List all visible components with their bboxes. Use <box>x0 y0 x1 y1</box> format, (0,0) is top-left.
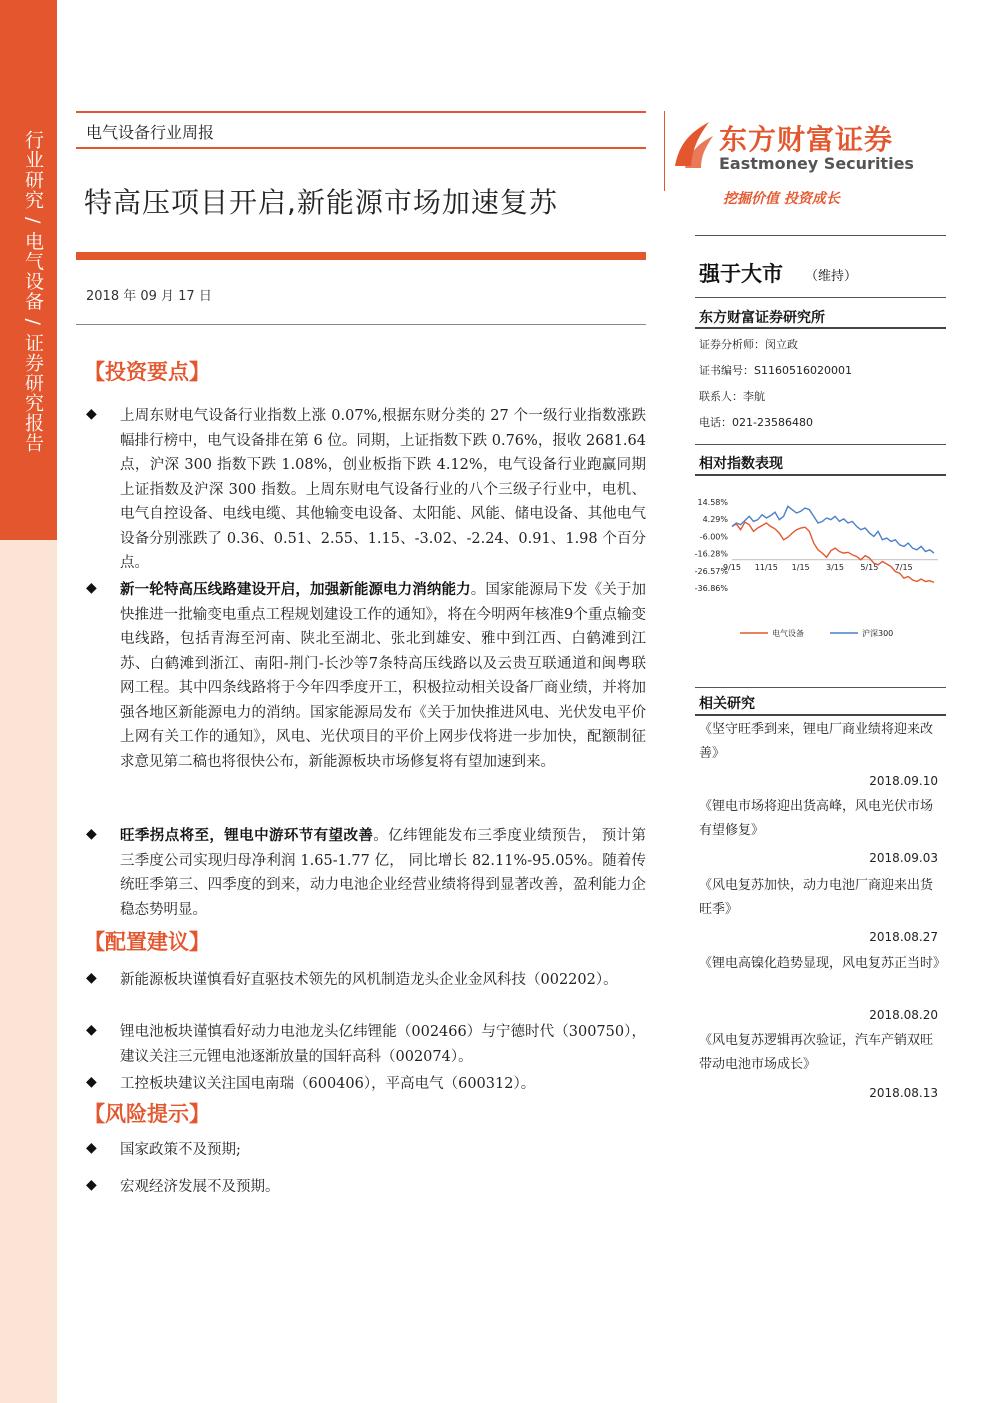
y-tick-label: -16.28% <box>694 549 728 559</box>
logo-en: Eastmoney Securities <box>719 154 914 173</box>
y-tick-label: 14.58% <box>697 498 728 507</box>
config-point-1-text: 新能源板块谨慎看好直驱技术领先的风机制造龙头企业金风科技（002202）。 <box>120 972 618 988</box>
related-date-4: 2018.08.20 <box>869 1008 938 1022</box>
risk-point-2-text: 宏观经济发展不及预期。 <box>120 1179 280 1195</box>
company-logo <box>669 116 939 178</box>
right-rule <box>695 687 946 688</box>
rating: 强于大市 <box>699 262 783 286</box>
diamond-bullet-icon: ◆ <box>86 580 97 596</box>
diamond-bullet-icon: ◆ <box>86 1074 97 1090</box>
right-rule <box>695 714 946 716</box>
doc-type: 电气设备行业周报 <box>86 123 215 142</box>
y-tick-label: 4.29% <box>702 515 728 525</box>
rating-sub: （维持） <box>805 269 858 284</box>
cert-number: 证书编号：S1160516020001 <box>699 364 852 377</box>
config-point-1 <box>86 968 646 993</box>
invest-point-1-text: 上周东财电气设备行业指数上涨 0.07%,根据东财分类的 27 个一级行业指数涨跌幅排行榜中，电气设备排在第 6 位。同期，上证指数下跌 0.76%，报收 2681.64 点，沪深 300 指数下跌 1.08%，创业板指下跌 4.12%，电气设备行业跑赢同期上证指数及沪深 300 指数。上周东财电气设备行业的八个三级子行业中，电机、电气自控设备、电线电缆、其他输变电设备、太阳能、风能、储电设备、其他电气设备分别涨跌了 0.36、0.51、2.55、1.15、-3.02、-2.24、0.91、1.98 个百分点。 <box>120 408 646 571</box>
config-point-2 <box>86 1020 646 1069</box>
related-title: 相关研究 <box>699 696 755 712</box>
diamond-bullet-icon: ◆ <box>86 1022 97 1038</box>
invest-point-2-text: 。国家能源局下发《关于加快推进一批输变电重点工程规划建设工作的通知》，将在今明两年核准9个重点输变电线路，包括青海至河南、陕北至湖北、张北到雄安、雅中到江西、白鹤滩到江苏、白鹤滩到浙江、南阳-荆门-长沙等7条特高压线路以及云贵互联通道和闽粤联网工程。其中四条线路将于今年四季度开工，积极拉动相关设备厂商业绩，并将加强各地区新能源电力的消纳。国家能源局发布《关于加快推进风电、光伏发电平价上网有关工作的通知》，风电、光伏项目的平价上网步伐将进一步加快，配额制征求意见第二稿也将很快公布，新能源板块市场修复将有望加速到来。 <box>120 582 647 770</box>
report-date: 2018 年 09 月 17 日 <box>86 289 212 304</box>
invest-point-2-lead: 新一轮特高压线路建设开启，加强新能源电力消纳能力 <box>120 581 471 598</box>
right-rule <box>695 327 946 329</box>
series-line-电气设备 <box>732 522 934 582</box>
config-point-3-text: 工控板块建议关注国电南瑞（600406），平高电气（600312）。 <box>120 1076 536 1092</box>
right-rule <box>695 297 946 298</box>
section-risk-title: 【风险提示】 <box>84 1101 210 1126</box>
y-tick-label: -6.00% <box>699 532 728 542</box>
header-top-rule <box>76 111 646 113</box>
x-tick-label: 9/15 <box>723 562 741 572</box>
column-divider <box>664 111 665 191</box>
diamond-bullet-icon: ◆ <box>86 970 97 986</box>
invest-point-3-text: 。亿纬锂能发布三季度业绩预告， 预计第三季度公司实现归母净利润 1.65-1.77 亿， 同比增长 82.11%-95.05%。随着传统旺季第三、四季度的到来，动力电池企业经营业绩将得到显著改善，盈利能力企稳态势明显。 <box>120 828 647 918</box>
y-tick-label: -26.57% <box>694 566 728 576</box>
related-item-1[interactable]: 《坚守旺季到来，锂电厂商业绩将迎来改善》 <box>699 722 934 761</box>
x-tick-label: 3/15 <box>826 562 844 572</box>
related-date-5: 2018.08.13 <box>869 1086 938 1100</box>
risk-point-1 <box>86 1138 646 1163</box>
invest-point-3 <box>86 824 646 922</box>
right-rule <box>695 235 946 236</box>
x-tick-label: 5/15 <box>860 562 879 572</box>
title-underline <box>76 252 646 260</box>
analyst: 证券分析师：闵立政 <box>699 338 798 351</box>
slogan: 挖掘价值 投资成长 <box>723 191 840 207</box>
config-point-2-text: 锂电池板块谨慎看好动力电池龙头亿纬锂能（002466）与宁德时代（300750），建议关注三元锂电池逐渐放量的国轩高科（002074）。 <box>120 1024 646 1065</box>
y-tick-label: -36.86% <box>694 584 728 593</box>
diamond-bullet-icon: ◆ <box>86 1177 97 1193</box>
section-config-title: 【配置建议】 <box>84 929 210 954</box>
sidebar-strip-lower <box>0 540 57 1403</box>
phone: 电话：021-23586480 <box>699 416 813 429</box>
related-item-3[interactable]: 《风电复苏加快，动力电池厂商迎来出货旺季》 <box>699 878 934 917</box>
risk-point-2 <box>86 1175 646 1200</box>
contact: 联系人：李航 <box>699 390 765 403</box>
section-invest-title: 【投资要点】 <box>84 359 210 384</box>
date-rule <box>76 324 646 325</box>
related-item-2[interactable]: 《锂电市场将迎出货高峰，风电光伏市场有望修复》 <box>699 799 934 838</box>
legend-label: 电气设备 <box>772 629 804 638</box>
diamond-bullet-icon: ◆ <box>86 1140 97 1156</box>
invest-point-3-lead: 旺季拐点将至，锂电中游环节有望改善 <box>120 827 374 844</box>
x-tick-label: 7/15 <box>894 562 913 572</box>
related-item-4[interactable]: 《锂电高镍化趋势显现，风电复苏正当时》 <box>699 956 947 971</box>
chart-title: 相对指数表现 <box>699 456 783 472</box>
related-item-5[interactable]: 《风电复苏逻辑再次验证，汽车产销双旺带动电池市场成长》 <box>699 1033 934 1072</box>
legend-label: 沪深300 <box>862 629 894 638</box>
header-mid-rule <box>76 147 646 149</box>
related-date-2: 2018.09.03 <box>869 851 938 865</box>
series-line-沪深300 <box>732 506 934 553</box>
x-tick-label: 1/15 <box>791 562 810 572</box>
page-title: 特高压项目开启,新能源市场加速复苏 <box>84 186 558 219</box>
logo-mark-icon <box>669 116 715 172</box>
invest-point-1 <box>86 404 646 576</box>
logo-cn: 东方财富证券 <box>719 123 894 156</box>
related-date-3: 2018.08.27 <box>869 930 938 944</box>
risk-point-1-text: 国家政策不及预期; <box>120 1142 241 1158</box>
config-point-3 <box>86 1072 646 1097</box>
right-rule <box>695 444 946 445</box>
relative-index-chart <box>688 488 942 648</box>
invest-point-2 <box>86 578 646 774</box>
diamond-bullet-icon: ◆ <box>86 826 97 842</box>
right-rule <box>695 474 946 476</box>
diamond-bullet-icon: ◆ <box>86 406 97 422</box>
x-tick-label: 11/15 <box>754 562 778 572</box>
related-date-1: 2018.09.10 <box>869 774 938 788</box>
institute: 东方财富证券研究所 <box>699 310 825 326</box>
sidebar-label: 行业研究 / 电气设备 / 证券研究报告 <box>22 130 44 453</box>
